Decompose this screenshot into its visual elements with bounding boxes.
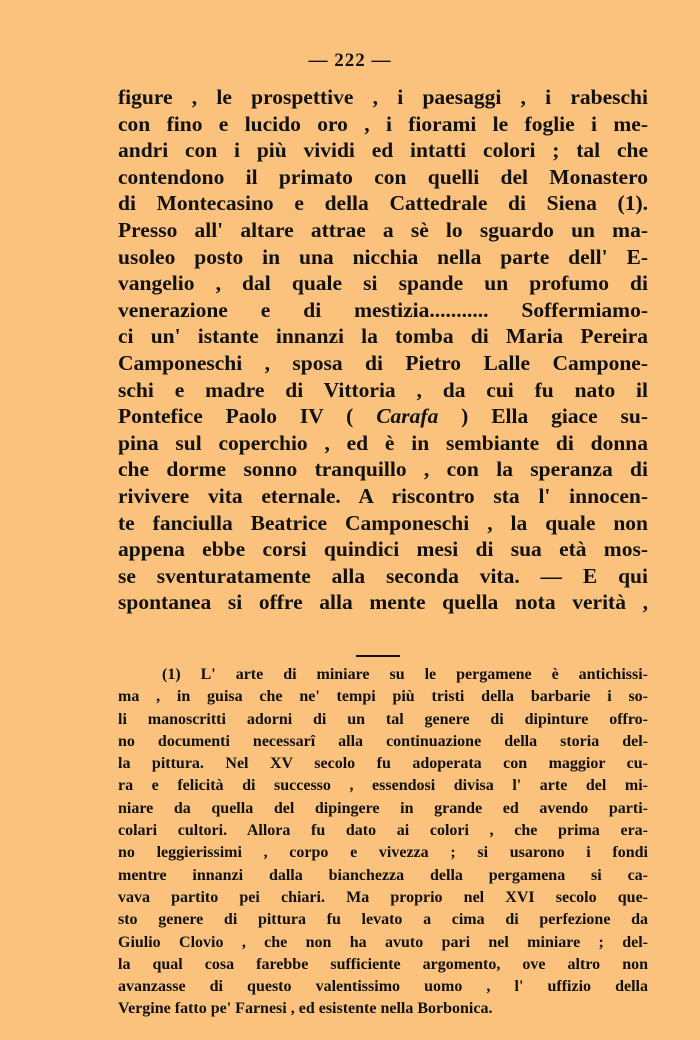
footnote-line: mentre innanzi dalla bianchezza della pergamena si ca- [118,866,648,884]
footnote-line: ma , in guisa che ne' tempi più tristi della barbarie i so- [118,688,648,706]
text-line: di Montecasino e della Cattedrale di Siena (1). [118,191,648,216]
text-line: con fino e lucido oro , i fiorami le foglie i me- [118,111,648,136]
text-line: Presso all' altare attrae a sè lo sguardo un ma- [118,217,648,242]
text-line-italic-name: Pontefice Paolo IV ( Carafa ) Ella giace su- [118,404,648,429]
footnote-line: niare da quella del dipingere in grande ed avendo parti- [118,799,648,817]
text-line: schi e madre di Vittoria , da cui fu nato il [118,377,648,402]
footnote-line: colari cultori. Allora fu dato ai colori , che prima era- [118,822,648,840]
text-line: rivivere vita eternale. A riscontro sta l' innocen- [118,483,648,508]
text-line: pina sul coperchio , ed è in sembiante di donna [118,430,648,455]
text-line: andri con i più vividi ed intatti colori ; tal che [118,138,648,163]
text-line: usoleo posto in una nicchia nella parte dell' E- [118,244,648,269]
text-line: figure , le prospettive , i paesaggi , i rabeschi [118,85,648,109]
page-number: — 222 — [308,50,392,71]
italic-name: Carafa [376,404,439,429]
footnote-line: (1) L' arte di miniare su le pergamene è antichissi- [162,666,648,683]
footnote-line: no documenti necessarî alla continuazione della storia del- [118,732,648,750]
footnote-line: vava partito pei chiari. Ma proprio nel XVI secolo que- [118,888,648,906]
footnote-line: avanzasse di questo valentissimo uomo , l' uffizio della [118,978,648,996]
text-line: che dorme sonno tranquillo , con la speranza di [118,457,648,482]
footnote-line: li manoscritti adorni di un tal genere di dipinture offro- [118,710,648,728]
footnote-line: Giulio Clovio , che non ha avuto pari nel miniare ; del- [118,933,648,951]
footnote-line: la pittura. Nel XV secolo fu adoperata con maggior cu- [118,755,648,773]
text-line: te fanciulla Beatrice Camponeschi , la quale non [118,510,648,535]
footnote-separator [356,655,400,657]
footnote [118,664,648,1021]
text-line: venerazione e di mestizia........... Soffermiamo- [118,297,648,322]
text-line: Camponeschi , sposa di Pietro Lalle Campone- [118,350,648,375]
text-line: se sventuratamente alla seconda vita. — E qui [118,563,648,588]
main-text [118,84,648,616]
text-line: ci un' istante innanzi la tomba di Maria Pereira [118,324,648,349]
text-line: spontanea si offre alla mente quella nota verità , [118,590,648,615]
footnote-line: ra e felicità di successo , essendosi divisa l' arte del mi- [118,777,648,795]
text-line: vangelio , dal quale si spande un profumo di [118,271,648,296]
footnote-line: no leggierissimi , corpo e vivezza ; si usarono i fondi [118,844,648,862]
footnote-line: Vergine fatto pe' Farnesi , ed esistente nella Borbonica. [118,1000,493,1018]
text-line: contendono il primato con quelli del Monastero [118,164,648,189]
footnote-line: sto genere di pittura fu levato a cima di perfezione da [118,911,648,929]
footnote-line: la qual cosa farebbe sufficiente argomento, ove altro non [118,955,648,973]
text-line: appena ebbe corsi quindici mesi di sua età mos- [118,537,648,562]
